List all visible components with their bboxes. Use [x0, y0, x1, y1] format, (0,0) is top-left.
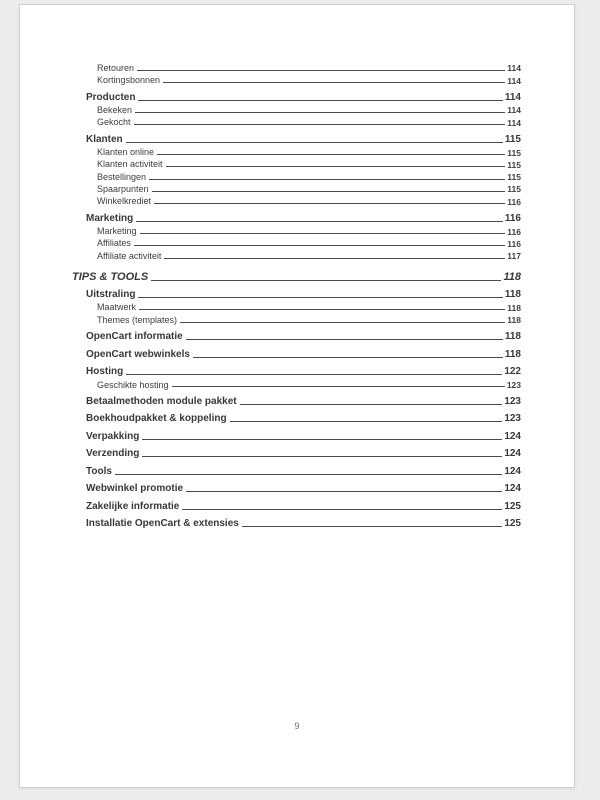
toc-entry-label: Klanten activiteit: [97, 159, 163, 170]
toc-entry[interactable]: [72, 267, 521, 283]
toc-entry-page: 123: [504, 395, 521, 407]
toc-leader-line: [182, 508, 502, 510]
toc-leader-line: [151, 279, 501, 281]
toc-entry[interactable]: [72, 482, 521, 495]
toc-entry-label: TIPS & TOOLS: [72, 270, 149, 283]
toc-entry-label: Verpakking: [86, 430, 140, 442]
toc-leader-line: [186, 338, 503, 340]
toc-leader-line: [240, 403, 503, 405]
toc-leader-line: [230, 420, 503, 422]
toc-entry[interactable]: [72, 145, 521, 157]
toc-entry-page: 116: [507, 226, 521, 237]
footer-page-number: 9: [294, 721, 300, 731]
toc-entry-label: Marketing: [86, 212, 134, 224]
toc-entry-page: 123: [504, 413, 521, 425]
toc-leader-line: [142, 455, 502, 457]
toc-leader-line: [149, 178, 505, 180]
toc-entry-label: Affiliates: [97, 238, 131, 249]
toc-entry-label: Producten: [86, 91, 136, 103]
toc-entry[interactable]: [72, 211, 521, 224]
toc-entry[interactable]: [72, 103, 521, 115]
toc-entry-label: Bestellingen: [97, 171, 147, 182]
toc-entry-label: Gekocht: [97, 117, 131, 128]
toc-entry-label: OpenCart webwinkels: [86, 348, 190, 360]
toc-entry-page: 118: [504, 289, 521, 301]
toc-entry-page: 116: [507, 196, 521, 207]
toc-entry-label: OpenCart informatie: [86, 331, 183, 343]
toc-entry-page: 122: [504, 366, 521, 378]
toc-leader-line: [115, 473, 502, 475]
toc-leader-line: [163, 81, 505, 83]
toc-entry-label: Hosting: [86, 366, 124, 378]
toc-leader-line: [157, 153, 505, 155]
toc-entry[interactable]: [72, 347, 521, 360]
toc-leader-line: [172, 385, 505, 387]
toc-entry[interactable]: [72, 194, 521, 206]
toc-entry[interactable]: [72, 447, 521, 460]
toc-entry[interactable]: [72, 499, 521, 512]
document-page: [19, 4, 575, 788]
toc-entry-page: 114: [507, 63, 521, 74]
toc-entry-page: 118: [507, 302, 521, 313]
toc-entry-page: 118: [503, 270, 521, 283]
toc-entry-label: Zakelijke informatie: [86, 500, 180, 512]
toc-leader-line: [126, 141, 503, 143]
toc-entry-page: 124: [504, 448, 521, 460]
toc-leader-line: [126, 373, 502, 375]
toc-leader-line: [166, 165, 506, 167]
toc-leader-line: [193, 356, 503, 358]
toc-entry-page: 125: [504, 518, 521, 530]
toc-entry[interactable]: [72, 249, 521, 261]
toc-entry-page: 115: [504, 133, 521, 145]
toc-leader-line: [137, 69, 505, 71]
toc-entry-page: 115: [507, 147, 521, 158]
toc-entry[interactable]: [72, 517, 521, 530]
toc-entry-page: 116: [507, 238, 521, 249]
toc-leader-line: [135, 111, 505, 113]
toc-entry-page: 124: [504, 465, 521, 477]
toc-entry[interactable]: [72, 170, 521, 182]
toc-entry-label: Bekeken: [97, 104, 133, 115]
toc-leader-line: [152, 190, 506, 192]
toc-entry[interactable]: [72, 132, 521, 145]
toc-leader-line: [186, 490, 502, 492]
toc-entry-page: 124: [504, 483, 521, 495]
toc-entry-page: 123: [506, 380, 521, 391]
toc-entry-page: 114: [507, 117, 521, 128]
toc-entry-page: 115: [507, 184, 521, 195]
toc-entry-label: Webwinkel promotie: [86, 483, 184, 495]
toc-entry-label: Betaalmethoden module pakket: [86, 395, 237, 407]
toc-entry-page: 115: [507, 172, 521, 183]
toc-entry[interactable]: [72, 429, 521, 442]
toc-leader-line: [136, 220, 503, 222]
toc-entry-label: Installatie OpenCart & extensies: [86, 518, 239, 530]
toc-leader-line: [139, 308, 505, 310]
toc-entry[interactable]: [72, 157, 521, 169]
toc-leader-line: [134, 123, 506, 125]
toc-entry[interactable]: [72, 464, 521, 477]
toc-leader-line: [154, 202, 505, 204]
toc-entry-page: 118: [504, 348, 521, 360]
toc-entry[interactable]: [72, 90, 521, 103]
toc-entry[interactable]: [72, 224, 521, 236]
toc-entry[interactable]: [72, 182, 521, 194]
toc-entry-page: 115: [507, 159, 521, 170]
toc-entry-page: 114: [504, 91, 521, 103]
toc-entry-label: Klanten online: [97, 147, 155, 158]
toc-entry-label: Klanten: [86, 133, 123, 145]
toc-entry-page: 124: [504, 430, 521, 442]
toc-entry-label: Boekhoudpakket & koppeling: [86, 413, 227, 425]
toc-leader-line: [134, 244, 505, 246]
toc-entry[interactable]: [72, 330, 521, 343]
toc-entry-page: 125: [504, 500, 521, 512]
toc-entry[interactable]: [72, 288, 521, 301]
toc-leader-line: [138, 296, 502, 298]
toc-entry-label: Verzending: [86, 448, 140, 460]
toc-leader-line: [138, 99, 502, 101]
toc-entry[interactable]: [72, 394, 521, 407]
toc-leader-line: [140, 232, 506, 234]
toc-entry[interactable]: [72, 73, 521, 85]
toc-leader-line: [242, 525, 502, 527]
toc-entry-label: Spaarpunten: [97, 183, 149, 194]
toc-leader-line: [180, 321, 505, 323]
toc-entry-page: 117: [507, 251, 521, 262]
toc-entry-page: 114: [507, 105, 521, 116]
toc-entry[interactable]: [72, 301, 521, 313]
toc-entry-label: Maatwerk: [97, 302, 137, 313]
toc-entry-label: Winkelkrediet: [97, 196, 152, 207]
toc-entry-label: Affiliate activiteit: [97, 250, 162, 261]
toc-entry[interactable]: [72, 365, 521, 378]
toc-entry-label: Retouren: [97, 62, 135, 73]
toc-entry[interactable]: [72, 61, 521, 73]
toc-entry-label: Themes (templates): [97, 314, 178, 325]
toc-leader-line: [164, 257, 505, 259]
toc-entry[interactable]: [72, 412, 521, 425]
table-of-contents: [72, 61, 521, 530]
toc-leader-line: [142, 438, 502, 440]
toc-entry[interactable]: [72, 313, 521, 325]
toc-entry-label: Tools: [86, 465, 112, 477]
toc-entry-label: Uitstraling: [86, 289, 136, 301]
toc-entry-page: 118: [504, 331, 521, 343]
toc-entry[interactable]: [72, 378, 521, 390]
toc-entry[interactable]: [72, 236, 521, 248]
toc-entry-page: 116: [504, 212, 521, 224]
toc-entry-page: 114: [507, 75, 521, 86]
toc-entry-label: Kortingsbonnen: [97, 75, 161, 86]
toc-entry-label: Marketing: [97, 226, 137, 237]
toc-entry-page: 118: [507, 315, 521, 326]
toc-entry-label: Geschikte hosting: [97, 379, 169, 390]
toc-entry[interactable]: [72, 115, 521, 127]
